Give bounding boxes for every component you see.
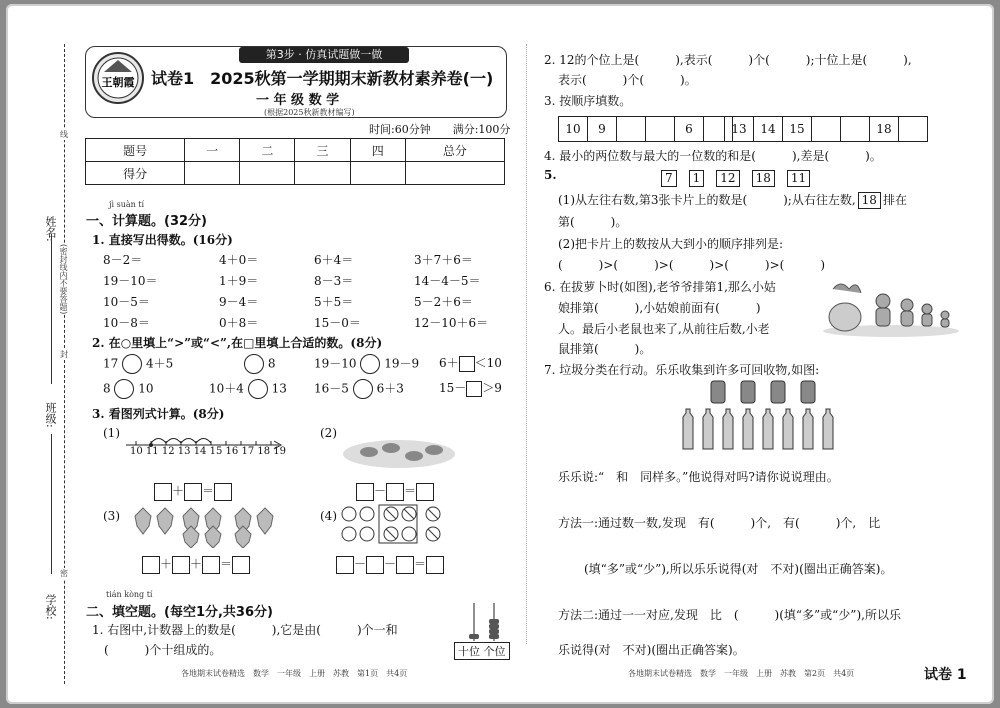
exam-subject: 一 年 级 数 学 <box>256 93 340 108</box>
score-head-4: 四 <box>350 139 405 162</box>
compare-item: 6＋ ＜10 <box>439 356 502 370</box>
part-3-label: (3) <box>103 509 120 523</box>
score-head-0: 题号 <box>86 139 185 162</box>
calc-item: 14－4－5＝ <box>414 274 481 288</box>
part-2-label: (2) <box>320 426 337 440</box>
answer-circle[interactable] <box>122 354 142 374</box>
seal-mark-3: 密 <box>60 569 68 578</box>
class-line <box>51 434 53 574</box>
calc-item: 6＋4＝ <box>314 253 354 267</box>
answer-box[interactable] <box>416 483 434 501</box>
footer-right: 各地期末试卷精选 数学 一年级 上册 苏教 第2页 共4页 <box>628 669 855 678</box>
seq-cell: 13 <box>725 117 754 142</box>
time-score: 时间:60分钟 满分:100分 <box>369 123 511 136</box>
sequence-1 <box>558 116 733 142</box>
carrot-illustration <box>821 279 961 339</box>
score-head-1: 一 <box>185 139 240 162</box>
q5-1-line1: (1)从左往右数,第3张卡片上的数是( );从右往左数, 18 排在 <box>558 193 907 207</box>
number-line-labels: 10 11 12 13 14 15 16 17 18 19 <box>130 446 287 457</box>
seal-note: (密封线内不要答题) <box>59 244 68 315</box>
leaves-illustration <box>131 504 291 548</box>
calc-item: 8－2＝ <box>103 253 143 267</box>
q5-2-line1: (2)把卡片上的数按从大到小的顺序排列是: <box>558 237 784 251</box>
q7-statement: 乐乐说:“ 和 同样多。”他说得对吗?请你说说理由。 <box>558 470 839 484</box>
score-cell[interactable] <box>185 162 240 185</box>
sec1-pinyin: jì suàn tí <box>109 200 145 209</box>
compare-item: 8 <box>244 354 275 374</box>
answer-box[interactable] <box>184 483 202 501</box>
fill-q1-line1: 1. 右图中,计数器上的数是( ),它是由( )个一和 <box>92 623 398 637</box>
seal-mark-1: 线 <box>60 130 68 139</box>
step-band: 第3步 · 仿真试题做一做 <box>239 47 409 63</box>
number-card: 1 <box>689 170 705 187</box>
seq-answer-cell[interactable] <box>812 117 841 142</box>
calc-item: 0＋8＝ <box>219 316 259 330</box>
seq-answer-cell[interactable] <box>899 117 928 142</box>
calc-item: 15－0＝ <box>314 316 361 330</box>
fill-q1-line2: ( )个十组成的。 <box>104 643 222 657</box>
score-cell[interactable] <box>295 162 350 185</box>
seq-cell: 18 <box>870 117 899 142</box>
sequence-2 <box>724 116 928 142</box>
answer-box[interactable] <box>172 556 190 574</box>
calc-item: 1＋9＝ <box>219 274 259 288</box>
score-cell[interactable] <box>405 162 504 185</box>
q5-2-line2: ( )>( )>( )>( )>( ) <box>558 258 826 272</box>
compare-item: 17 4＋5 <box>103 354 173 374</box>
answer-circle[interactable] <box>353 379 373 399</box>
score-table <box>85 138 505 185</box>
page-divider <box>526 44 527 644</box>
name-line <box>51 234 53 384</box>
footer-left: 各地期末试卷精选 数学 一年级 上册 苏教 第1页 共4页 <box>181 669 408 678</box>
ducks-illustration <box>339 432 459 472</box>
answer-box[interactable] <box>214 483 232 501</box>
calc-item: 5－2＋6＝ <box>414 295 473 309</box>
score-head-2: 二 <box>240 139 295 162</box>
calc-item: 5＋5＝ <box>314 295 354 309</box>
q2-line2: 表示( )个( )。 <box>558 73 697 87</box>
answer-box[interactable] <box>142 556 160 574</box>
q6-line1: 6. 在拔萝卜时(如图),老爷爷排第1,那么小姑 <box>544 280 776 294</box>
exam-title: 试卷1 2025秋第一学期期末新教材素养卷(一) <box>151 69 494 88</box>
answer-box[interactable] <box>366 556 384 574</box>
number-cards <box>661 167 822 187</box>
number-card: 18 <box>858 192 881 209</box>
abacus-label: 十位 个位 <box>454 642 510 660</box>
compare-item: 16－5 6＋3 <box>314 379 404 399</box>
part-1-label: (1) <box>103 426 120 440</box>
score-cell[interactable] <box>240 162 295 185</box>
method2-line2: 乐说得(对 不对)(圈出正确答案)。 <box>558 643 745 657</box>
sec1-title: 一、计算题。(32分) <box>86 214 207 229</box>
calc-item: 8－3＝ <box>314 274 354 288</box>
compare-item: 8 10 <box>103 379 154 399</box>
q6-line3: 人。最后小老鼠也来了,从前往后数,小老 <box>558 322 770 336</box>
class-label: 班级: <box>44 402 57 428</box>
number-card: 18 <box>752 170 775 187</box>
answer-box[interactable] <box>466 381 482 397</box>
svg-text:王朝霞: 王朝霞 <box>101 76 135 89</box>
score-head-3: 三 <box>295 139 350 162</box>
answer-circle[interactable] <box>244 354 264 374</box>
calc-item: 10－8＝ <box>103 316 150 330</box>
answer-box[interactable] <box>336 556 354 574</box>
q5-label: 5. <box>544 168 557 182</box>
seq-cell: 6 <box>675 117 704 142</box>
seal-line <box>64 44 65 684</box>
answer-circle[interactable] <box>114 379 134 399</box>
score-row-label: 得分 <box>86 162 185 185</box>
calc-item: 12－10＋6＝ <box>414 316 489 330</box>
seq-cell: 10 <box>559 117 588 142</box>
answer-box[interactable] <box>426 556 444 574</box>
method1-line2: (填“多”或“少”),所以乐乐说得(对 不对)(圈出正确答案)。 <box>584 562 893 576</box>
q3-title: 3. 看图列式计算。(8分) <box>92 407 225 421</box>
score-cell[interactable] <box>350 162 405 185</box>
q4: 4. 最小的两位数与最大的一位数的和是( ),差是( )。 <box>544 149 882 163</box>
number-card: 11 <box>787 170 810 187</box>
answer-box[interactable] <box>396 556 414 574</box>
answer-circle[interactable] <box>360 354 380 374</box>
q1-title: 1. 直接写出得数。(16分) <box>92 233 233 247</box>
compare-item: 10＋4 13 <box>209 379 287 399</box>
seq-answer-cell[interactable] <box>617 117 646 142</box>
q3-title: 3. 按顺序填数。 <box>544 94 632 108</box>
number-card: 12 <box>716 170 739 187</box>
method2-line1: 方法二:通过一一对应,发现 比 ( )(填“多”或“少”),所以乐 <box>558 608 901 622</box>
seq-answer-cell[interactable] <box>841 117 870 142</box>
sec2-pinyin: tián kòng tí <box>106 590 153 599</box>
q2-line1: 2. 12的个位上是( ),表示( )个( );十位上是( ), <box>544 53 912 67</box>
exam-note: (根据2025秋新教材编写) <box>264 108 355 117</box>
answer-box[interactable] <box>459 356 475 372</box>
seq-cell: 9 <box>588 117 617 142</box>
answer-box[interactable] <box>154 483 172 501</box>
school-label: 学校: <box>44 594 57 620</box>
abacus <box>458 601 510 643</box>
exam-sheet <box>6 4 994 704</box>
calc-item: 4＋0＝ <box>219 253 259 267</box>
q2-title: 2. 在○里填上“>”或“<”,在□里填上合适的数。(8分) <box>92 336 383 350</box>
part-4-label: (4) <box>320 509 337 523</box>
seq-cell: 14 <box>754 117 783 142</box>
seq-answer-cell[interactable] <box>646 117 675 142</box>
answer-box[interactable] <box>202 556 220 574</box>
sec2-title: 二、填空题。(每空1分,共36分) <box>86 605 273 620</box>
calc-item: 10－5＝ <box>103 295 150 309</box>
q6-line2: 娘排第( ),小姑娘前面有( ) <box>558 301 761 315</box>
seq-cell: 15 <box>783 117 812 142</box>
score-head-5: 总分 <box>405 139 504 162</box>
seal-mark-2: 封 <box>60 350 68 359</box>
answer-box[interactable] <box>232 556 250 574</box>
circles-illustration <box>339 504 449 548</box>
equation-2: － ＝ <box>356 482 434 501</box>
paper-badge: 试卷 1 <box>924 667 967 683</box>
equation-4: － － ＝ <box>336 555 444 574</box>
answer-circle[interactable] <box>248 379 268 399</box>
equation-1: ＋ ＝ <box>154 482 232 501</box>
calc-item: 3＋7＋6＝ <box>414 253 473 267</box>
number-card: 7 <box>661 170 677 187</box>
answer-box[interactable] <box>386 483 404 501</box>
method1-line1: 方法一:通过数一数,发现 有( )个, 有( )个, 比 <box>558 516 881 530</box>
q7-title: 7. 垃圾分类在行动。乐乐收集到许多可回收物,如图: <box>544 363 820 377</box>
answer-box[interactable] <box>356 483 374 501</box>
publisher-logo <box>92 52 144 104</box>
q6-line4: 鼠排第( )。 <box>558 342 652 356</box>
compare-item: 15－ ＞9 <box>439 381 502 395</box>
compare-item: 19－10 19－9 <box>314 354 419 374</box>
calc-item: 9－4＝ <box>219 295 259 309</box>
name-label: 姓名: <box>44 216 57 242</box>
calc-item: 19－10＝ <box>103 274 158 288</box>
equation-3: ＋ ＋ ＝ <box>142 555 250 574</box>
q5-1-line2: 第( )。 <box>558 215 628 229</box>
recyclables-illustration <box>678 379 838 451</box>
